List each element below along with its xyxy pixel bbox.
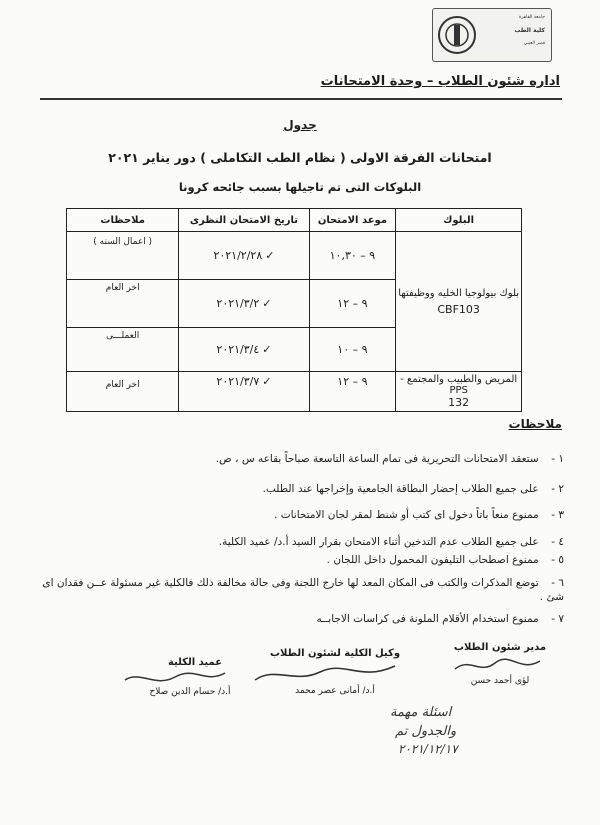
signature-scribble-1: [450, 655, 545, 677]
checkmark-icon: ✓: [262, 297, 272, 310]
handwritten-date: ٢٠٢١/١٢/١٧: [398, 742, 458, 756]
notes-heading: ملاحظات: [508, 417, 562, 431]
logo-line-2: كلية الطب: [514, 27, 545, 34]
exam-note: اخر العام: [67, 372, 179, 412]
note-text: ممنوع اصطحاب التليفون المحمول داخل اللجان .: [326, 554, 539, 566]
checkmark-icon: ✓: [262, 375, 272, 388]
signature-name-1: لؤى أحمد حسن: [470, 676, 530, 686]
table-row: [67, 372, 522, 412]
col-header-notes: ملاحظات: [67, 209, 179, 232]
note-text: على جميع الطلاب إحضار البطاقة الجامعية وإخراجها عند الطلب.: [262, 483, 539, 495]
note-item: [42, 612, 564, 626]
exam-date: ٢٠٢١/٣/٢: [216, 297, 260, 310]
col-header-block: البلوك: [396, 209, 522, 232]
col-header-time: موعد الامتحان: [309, 209, 396, 232]
exam-time: ٩ – ١٠,٣٠: [309, 232, 396, 280]
note-item: [42, 576, 564, 604]
note-item: [42, 452, 564, 466]
block-name: المريض والطبيب والمجتمع -PPS: [400, 374, 518, 396]
faculty-logo: [432, 8, 552, 62]
block-code: CBF103: [437, 302, 480, 316]
signature-name-3: أ.د/ حسام الدين صلاح: [149, 687, 231, 697]
note-text: على جميع الطلاب عدم التدخين أثناء الامتحان بقرار السيد أ.د/ عميد الكلية.: [218, 536, 539, 548]
exam-date-cell: [179, 280, 309, 328]
note-item: [42, 482, 564, 496]
exam-time: ٩ – ١٠: [309, 328, 396, 372]
doc-subtitle: البلوكات التى تم تاجيلها بسبب جائحه كرونا: [178, 180, 422, 194]
logo-line-1: جامعة القاهرة: [518, 15, 545, 20]
exam-date-cell: [179, 232, 309, 280]
exam-note: ( اعمال السنه ): [67, 232, 179, 280]
exam-date: ٢٠٢١/٣/٧: [216, 375, 260, 388]
exam-time: ٩ – ١٢: [309, 372, 396, 412]
block-cell-cbf: [396, 232, 522, 372]
exam-date-cell: [179, 372, 309, 412]
signature-scribble-2: [250, 662, 400, 688]
header-divider: [40, 98, 562, 100]
table-row: [67, 232, 522, 280]
note-item: [42, 553, 564, 567]
note-number: ٢ -: [551, 483, 564, 495]
note-number: ٦ -: [551, 577, 564, 589]
note-text: توضع المذكرات والكتب فى المكان المعد لها خارج اللجنة وفى حالة مخالفة ذلك فالكلية غير مسئولة عــن فقدان اى شئ .: [42, 577, 564, 603]
note-number: ٣ -: [551, 509, 564, 521]
note-number: ٤ -: [551, 536, 564, 548]
signature-title-1: مدير شئون الطلاب: [453, 642, 547, 653]
logo-line-3: قصر العيني: [523, 41, 545, 46]
signature-title-2: وكيل الكلية لشئون الطلاب: [269, 648, 401, 659]
note-text: ممنوع استخدام الأقلام الملونة فى كراسات الاجابــه: [316, 613, 539, 625]
table-header-row: [67, 209, 522, 232]
col-header-date: تاريخ الامتحان النظرى: [179, 209, 309, 232]
exam-date: ٢٠٢١/٢/٢٨: [213, 249, 263, 262]
exam-schedule-table: [66, 208, 522, 412]
exam-time: ٩ – ١٢: [309, 280, 396, 328]
note-item: [42, 535, 564, 549]
doc-label: جدول: [283, 118, 317, 132]
block-cell-pps: [396, 372, 522, 412]
office-title: اداره شئون الطلاب – وحدة الامتحانات: [320, 74, 560, 89]
note-number: ٥ -: [551, 554, 564, 566]
doc-title: امتحانات الفرقة الاولى ( نظام الطب التكاملى ) دور يناير ٢٠٢١: [108, 150, 492, 165]
exam-note: اخر العام: [67, 280, 179, 328]
signature-name-2: أ.د/ أمانى عصر محمد: [295, 686, 375, 696]
block-code: 132: [448, 396, 470, 409]
faculty-seal-icon: [437, 15, 477, 55]
block-name: بلوك بيولوجيا الخليه ووظيفتها: [398, 287, 520, 299]
exam-date-cell: [179, 328, 309, 372]
exam-note: العملـــى: [67, 328, 179, 372]
handwritten-note-1: اسئلة مهمة: [390, 705, 452, 720]
note-text: ستعقد الامتحانات التحريرية فى تمام الساعة التاسعة صباحاً بقاعه س ، ص.: [215, 453, 539, 465]
note-number: ١ -: [551, 453, 564, 465]
signature-title-3: عميد الكلية: [167, 657, 223, 668]
note-item: [42, 508, 564, 522]
handwritten-note-2: والجدول تم: [395, 724, 457, 739]
checkmark-icon: ✓: [265, 249, 275, 262]
note-number: ٧ -: [551, 613, 564, 625]
checkmark-icon: ✓: [262, 343, 272, 356]
exam-date: ٢٠٢١/٣/٤: [216, 343, 260, 356]
note-text: ممنوع منعاً باتاً دخول اى كتب أو شنط لمقر لجان الامتحانات .: [274, 509, 539, 521]
